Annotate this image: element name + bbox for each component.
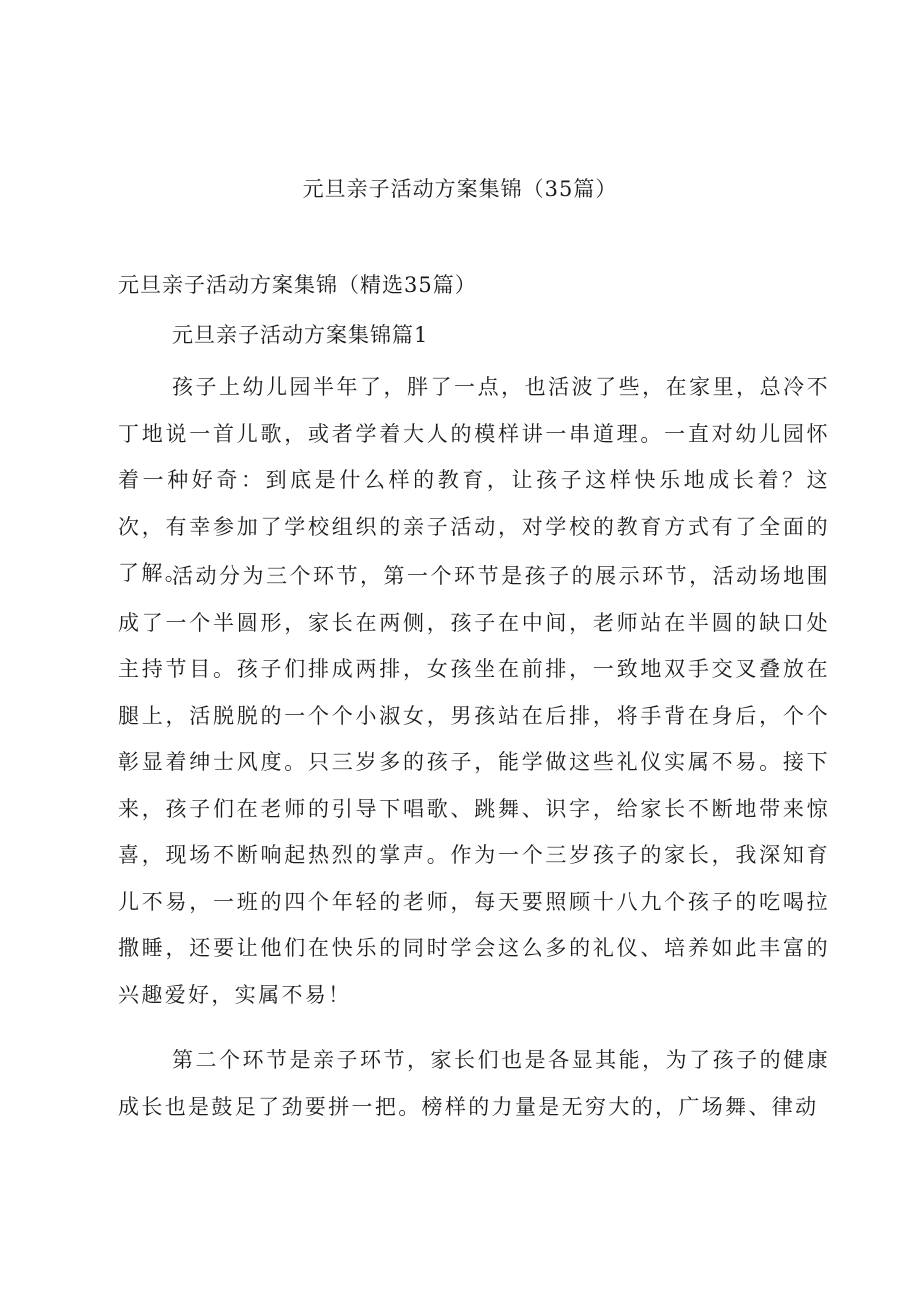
section-heading: 元旦亲子活动方案集锦篇1 [172,323,429,347]
paragraph-2: 活动分为三个环节，第一个环节是孩子的展示环节，活动场地围成了一个半圆形，家长在两侧，孩子在中间，老师站在半圆的缺口处主持节目。孩子们排成两排，女孩坐在前排，一致地双手交叉叠放在腿上，活脱脱的一个个小淑女，男孩站在后排，将手背在身后，个个彰显着绅士风度。只三岁多的孩子，能学做这些礼仪实属不易。接下来，孩子们在老师的引导下唱歌、跳舞、识字，给家长不断地带来惊喜，现场不断响起热烈的掌声。作为一个三岁孩子的家长，我深知育儿不易，一班的四个年轻的老师，每天要照顾十八九个孩子的吃喝拉撒睡，还要让他们在快乐的同时学会这么多的礼仪、培养如此丰富的兴趣爱好，实属不易！ [118,564,830,1007]
paragraph-1: 孩子上幼儿园半年了，胖了一点，也活波了些，在家里，总冷不丁地说一首儿歌，或者学着大人的模样讲一串道理。一直对幼儿园怀着一种好奇：到底是什么样的教育，让孩子这样快乐地成长着？这次，有幸参加了学校组织的亲子活动，对学校的教育方式有了全面的了解。 [118,375,830,585]
paragraph-3: 第二个环节是亲子环节，家长们也是各显其能，为了孩子的健康成长也是鼓足了劲要拼一把。榜样的力量是无穷大的，广场舞、律动 [118,1048,830,1119]
document-subtitle: 元旦亲子活动方案集锦（精选35篇） [118,273,477,297]
document-title: 元旦亲子活动方案集锦（35篇） [302,177,618,201]
